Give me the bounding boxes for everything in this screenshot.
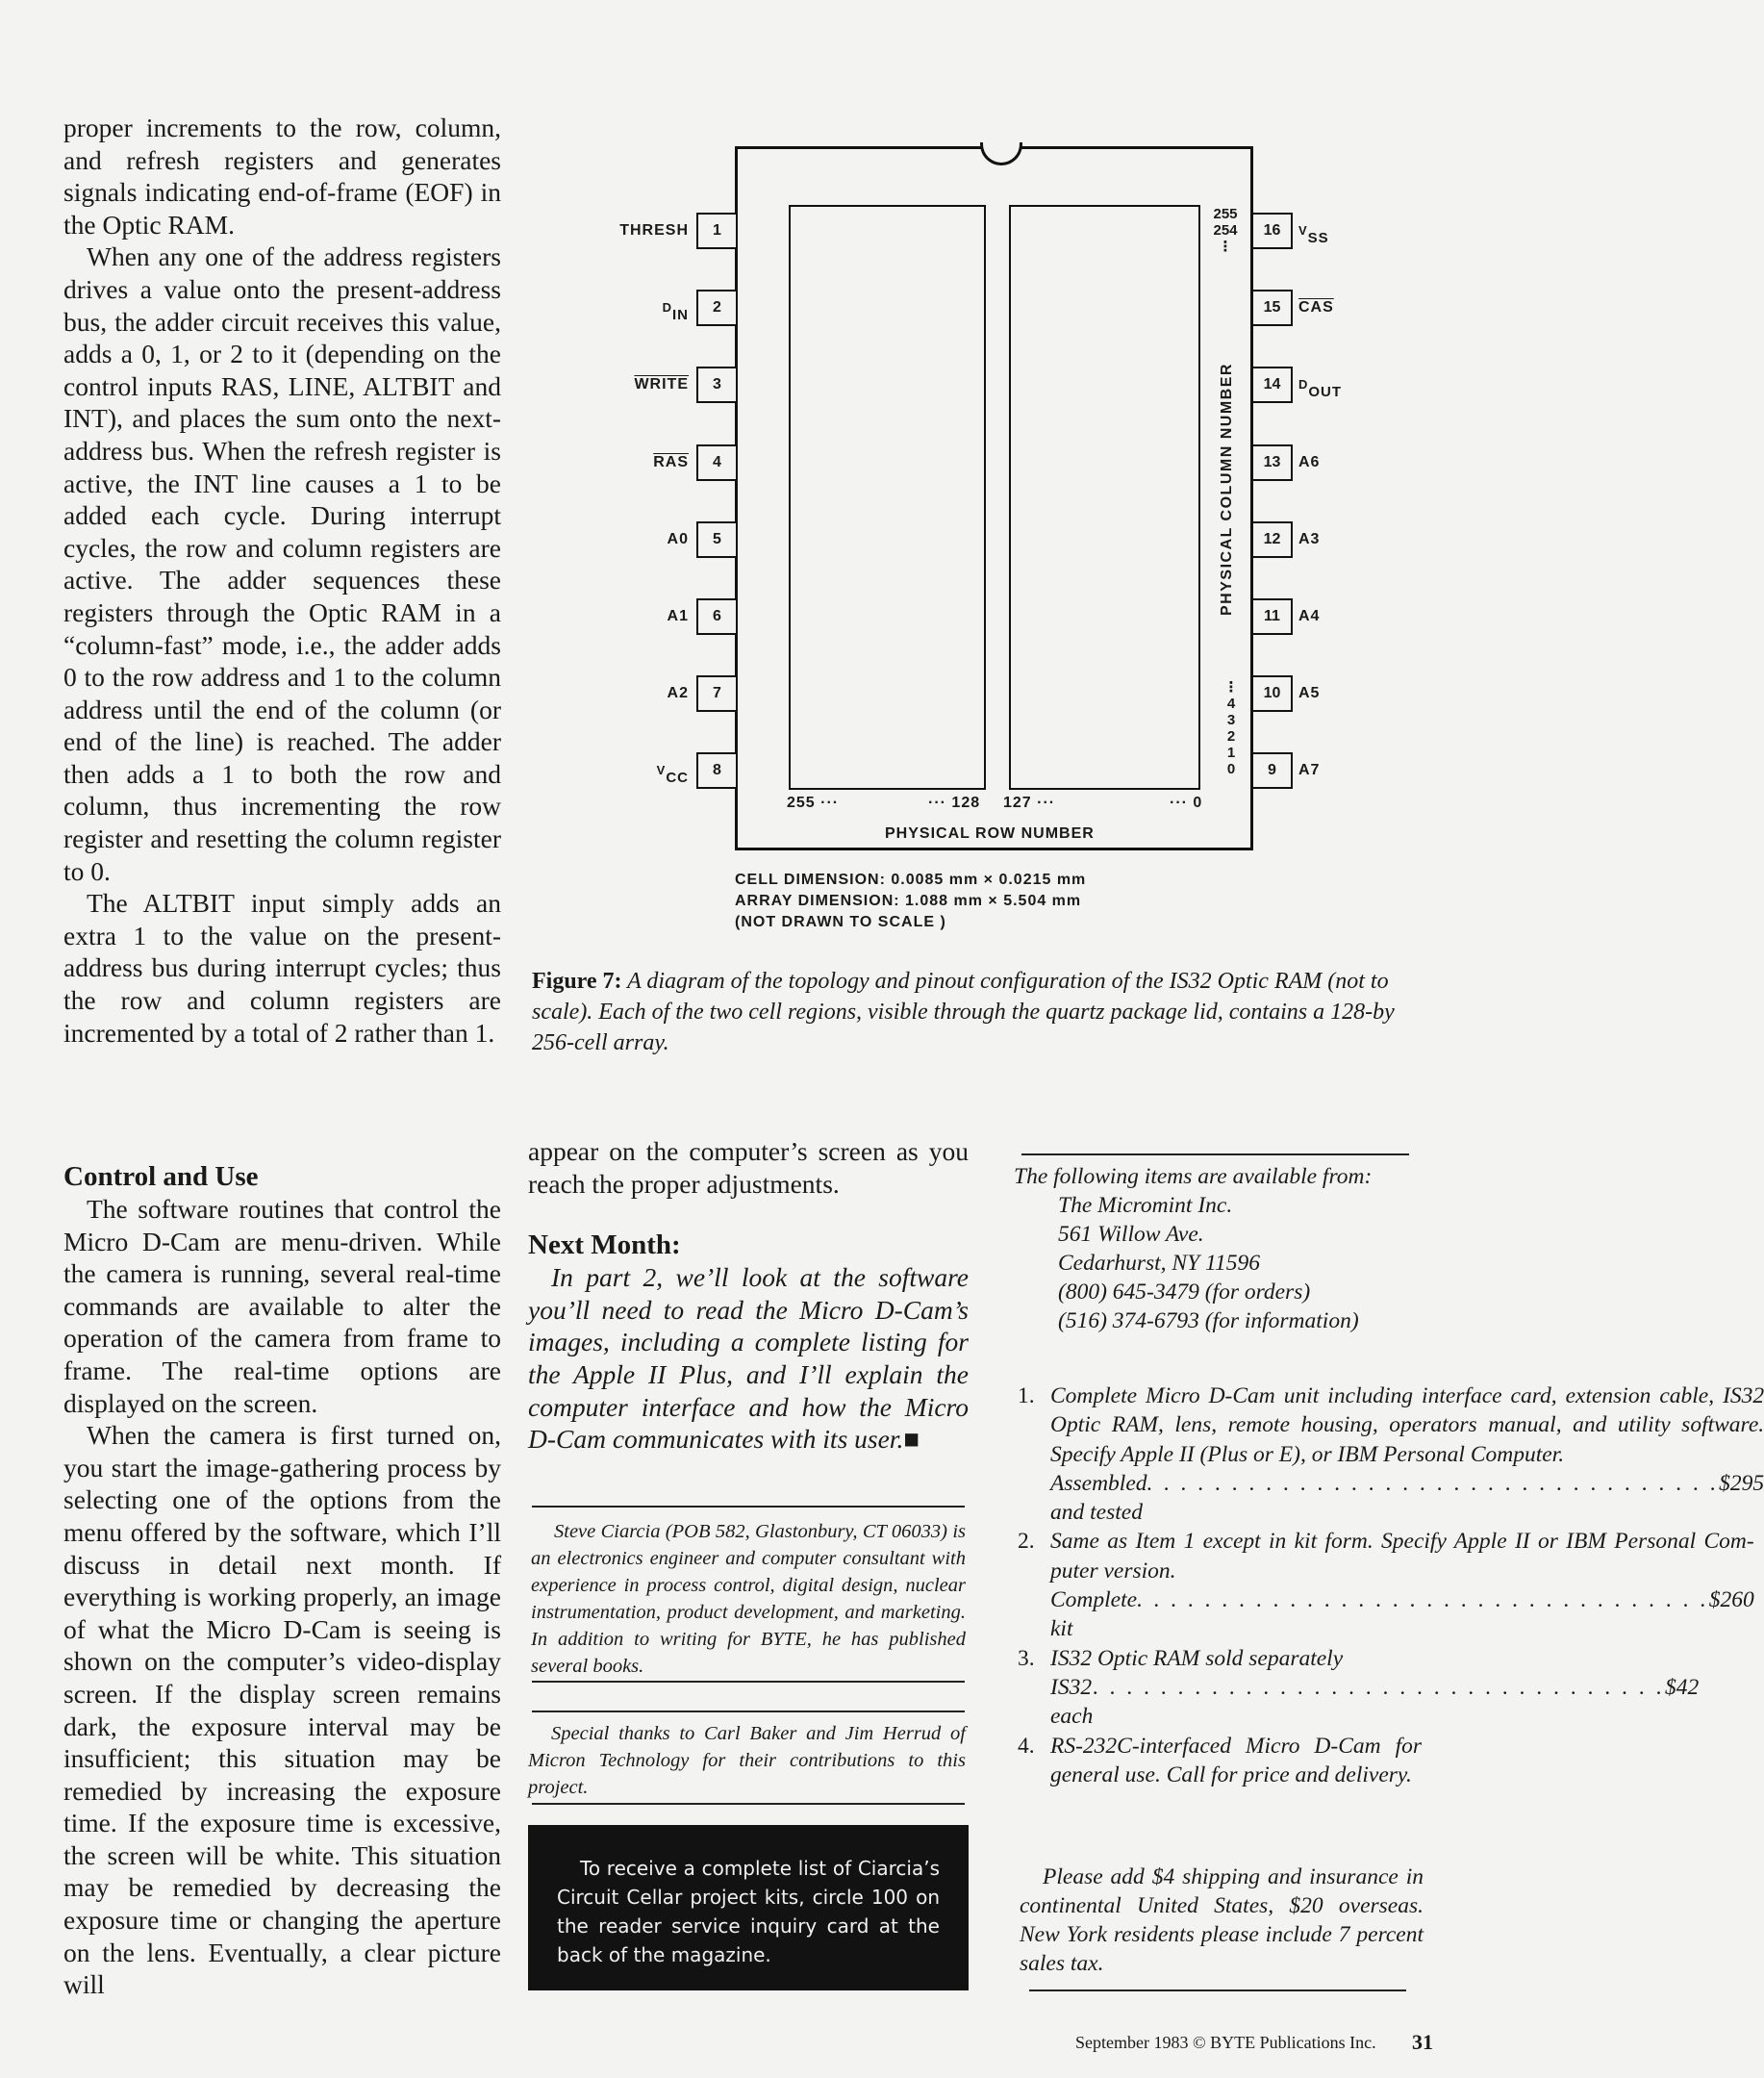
pin-label-text: A3 [1298,530,1321,547]
product-list [1018,1381,1764,1789]
section-heading-control-and-use: Control and Use [63,1161,259,1192]
caption-label: Figure 7: [532,969,622,994]
pin-label [668,598,689,635]
pin-label-text: WRITE [634,376,689,393]
pin-6: 6 [696,598,736,635]
pin-label-text: A5 [1298,685,1321,702]
ordering-info [1014,1162,1418,1335]
item-price: $42 [1664,1674,1700,1700]
item-description: Complete Micro D-Cam unit including interface card, extension cable, IS32 Optic RAM, lens, remote housing, operators manual, and utility software. Specify Apple II (Plus or E), or IBM Personal Computer. [1050,1383,1764,1467]
address-line: The Micromint Inc. [1058,1193,1233,1218]
pin-label [1298,367,1342,411]
reader-service-text: To receive a complete list of Ciarcia’s Circuit Cellar project kits, circle 100 on the reader service inquiry card at the back of the magazine. [557,1857,940,1966]
pin-3: 3 [696,367,736,403]
figure-7-diagram [0,0,1511,962]
pin-label [668,675,689,712]
pin-12: 12 [1253,521,1293,558]
thanks-text: Special thanks to Carl Baker and Jim Herrud of Micron Technology for their contributions to this project. [528,1723,966,1798]
item-number: 4. [1018,1733,1035,1759]
item-price: $295 [1719,1470,1764,1496]
pin-label [1298,444,1320,481]
author-bio [531,1518,966,1680]
row-axis-label: PHYSICAL ROW NUMBER [885,825,1095,842]
reader-service-box [528,1825,969,1990]
spec-not-to-scale: (NOT DRAWN TO SCALE ) [735,914,946,930]
pin-label-sub: CC [666,770,689,787]
pin-label [1298,521,1320,558]
pin-label-sub: OUT [1308,384,1343,401]
pin-1: 1 [696,213,736,249]
pin-label-text: A1 [667,608,689,624]
product-item-4 [1018,1732,1422,1790]
pin-label-text: A7 [1298,762,1321,779]
col-num: 3 [1226,712,1236,728]
pin-label-main: D [662,300,672,316]
item-price: $260 [1708,1587,1754,1613]
col-num: 0 [1226,761,1236,777]
col-num: 254 [1213,222,1238,239]
ordering-intro: The following items are available from: [1014,1164,1373,1189]
cell-array-left [789,205,986,790]
pin-label [634,367,689,403]
divider [532,1681,965,1683]
divider [1021,1153,1409,1155]
row-number-127: 127 ··· [1003,795,1056,811]
pin-label-sub: IN [672,307,689,324]
caption-text: A diagram of the topology and pinout configuration of the IS32 Optic RAM (not to scale). Each of the two cell regions, visible through the quartz package lid, contains a 128-by 256-cell array. [532,969,1395,1055]
item-description: Same as Item 1 except in kit form. Specify Apple II or IBM Personal Computer version. [1050,1529,1754,1584]
spec-array-dimension: ARRAY DIMENSION: 1.088 mm × 5.504 mm [735,893,1082,909]
address-line: Cedarhurst, NY 11596 [1058,1251,1261,1276]
pin-10: 10 [1253,675,1293,712]
shipping-note [1020,1863,1424,1978]
dimension-specs [735,870,1086,933]
row-number-255: 255 ··· [787,795,840,811]
item-description: RS-232C-interfaced Micro D-Cam for general use. Call for price and delivery. [1050,1733,1422,1787]
pin-label [653,444,689,481]
item-number: 3. [1018,1645,1035,1671]
paragraph: When any one of the address registers drives a value onto the present-address bus, the adder circuit receives this value, adds a 0, 1, or 2 to it (depending on the control inputs RAS, LINE, ALTBIT and INT), and places the sum onto the next-address bus. When the refresh register is active, the INT line causes a 1 to be added each cycle. During interrupt cycles, the row and column registers are active. The adder sequences these registers through the Optic RAM in a “column-fast” mode, i.e., the adder adds 0 to the row address and 1 to the column address until the end of the column (or end of the line) is reached. The adder then adds a 1 to both the row and column, thus incrementing the row register and resetting the column register to 0. [63,241,501,886]
col-num: 2 [1226,728,1236,745]
pin-label [619,213,689,249]
product-item-3 [1018,1644,1700,1732]
col-num: ⋮ [1223,679,1239,696]
pin-label-text: A6 [1298,453,1321,470]
item-number: 1. [1018,1383,1035,1408]
pin-label-text: A4 [1298,608,1321,624]
phone-information: (516) 374-6793 (for information) [1058,1308,1359,1333]
pin-label [1298,675,1320,712]
pin-label-main: V [656,763,667,778]
col-num: 4 [1226,696,1236,712]
pin-8: 8 [696,752,736,789]
paragraph: proper increments to the row, column, and refresh registers and generates signals indicating end-of-frame (EOF) in the Optic RAM. [63,113,501,240]
figure-caption [532,966,1441,1058]
bio-text: Steve Ciarcia (POB 582, Glastonbury, CT 06033) is an electronics engineer and computer consultant with experience in process control, digital design, nuclear instrumentation, product development, and marketing. In addition to writing for BYTE, he has published several books. [531,1521,966,1677]
pin-4: 4 [696,444,736,481]
pin-label-text: $\overline{CAS}$ [1298,299,1334,317]
column-axis-label: PHYSICAL COLUMN NUMBER [1219,363,1235,616]
pin-label-main: D [1298,377,1309,393]
section-heading-next-month: Next Month: [528,1229,681,1261]
pin-label-text: THRESH [619,222,689,239]
phone-orders: (800) 645-3479 (for orders) [1058,1280,1311,1305]
column-numbers-bottom [1220,679,1243,777]
pin-13: 13 [1253,444,1293,481]
acknowledgement [528,1720,966,1801]
leader-dots: . . . . . . . . . . . . . . . . . . . . . . . . . . . . . . . . . . [1147,1470,1720,1496]
paragraph-continuation: appear on the computer’s screen as you reach the proper adjustments. [528,1136,969,1199]
pin-11: 11 [1253,598,1293,635]
leader-dots: . . . . . . . . . . . . . . . . . . . . . . . . . . . . . . . . . . [1137,1587,1709,1613]
shipping-text: Please add $4 shipping and insurance in continental United States, $20 overseas. New York residents please include 7 percent sales tax. [1020,1864,1424,1976]
footer-credit: September 1983 © BYTE Publications Inc. [1075,2033,1376,2052]
pin-5: 5 [696,521,736,558]
price-label: Complete kit [1050,1587,1138,1642]
pin-label [668,521,689,558]
page-number: 31 [1412,2030,1433,2054]
left-column-bottom [63,1160,501,2001]
middle-column [528,1135,969,1456]
pin-label-text: A2 [667,685,689,702]
spec-cell-dimension: CELL DIMENSION: 0.0085 mm × 0.0215 mm [735,872,1087,888]
paragraph: The software routines that control the Micro D-Cam are menu-driven. While the camera is running, several real-time commands are available to alter the operation of the camera from frame to frame. The real-time options are displayed on the screen. [63,1194,501,1418]
price-label: IS32 each [1050,1674,1094,1730]
pin-label [657,752,689,797]
price-label: Assembled and tested [1050,1470,1147,1526]
leader-dots: . . . . . . . . . . . . . . . . . . . . . . . . . . . . . . . . . . [1093,1674,1665,1700]
pin-label [1298,598,1320,635]
pin-16: 16 [1253,213,1293,249]
pin-label [1298,213,1329,257]
address-line: 561 Willow Ave. [1058,1222,1204,1247]
divider [1029,1989,1406,1991]
pin-9: 9 [1253,752,1293,789]
cell-array-right [1009,205,1200,790]
pin-label-main: V [1298,223,1308,238]
next-month-text [528,1261,969,1456]
pin-label [1298,290,1334,326]
next-month-body: In part 2, we’ll look at the software you’ll need to read the Micro D-Cam’s images, including a complete listing for the Apple II Plus, and I’ll explain the computer interface and how the Micro D-Cam communicates with its user. [528,1262,969,1455]
pin-label [1298,752,1320,789]
product-item-1 [1018,1381,1764,1527]
pin-14: 14 [1253,367,1293,403]
col-num: 255 [1213,206,1238,222]
pin-label-text: A0 [667,530,689,547]
row-number-0: ··· 0 [1170,795,1203,811]
item-description: IS32 Optic RAM sold separately [1050,1645,1344,1671]
col-num: ⋮ [1218,239,1233,255]
paragraph: The ALTBIT input simply adds an extra 1 to the value on the present-address bus during interrupt cycles; thus the row and column registers are incremented by a total of 2 rather than 1. [63,888,501,1048]
product-item-2 [1018,1527,1754,1643]
pin-7: 7 [696,675,736,712]
pin-15: 15 [1253,290,1293,326]
item-number: 2. [1018,1529,1035,1555]
pin-2: 2 [696,290,736,326]
divider [532,1711,965,1712]
paragraph: When the camera is first turned on, you start the image-gathering process by selecting one of the options from the menu offered by the software, which I’ll discuss in detail next month. If everything is working properly, an image of what the Micro D-Cam is seeing is shown on the computer’s video-display screen. If the display screen remains dark, the exposure interval may be insufficient; this situation may be remedied by increasing the exposure time. If the exposure time is excessive, the screen will be white. This situation may be remedied by decreasing the exposure time or changing the aperture on the lens. Eventually, a clear picture will [63,1420,501,2000]
pin-label-text: $\overline{RAS}$ [653,453,689,470]
end-mark-icon: ■ [903,1424,920,1455]
pin-label-sub: SS [1307,230,1329,246]
pin-label [663,290,689,334]
row-number-128: ··· 128 [928,795,981,811]
divider [532,1506,965,1508]
divider [532,1803,965,1805]
col-num: 1 [1226,745,1236,761]
column-numbers-top [1206,206,1245,255]
